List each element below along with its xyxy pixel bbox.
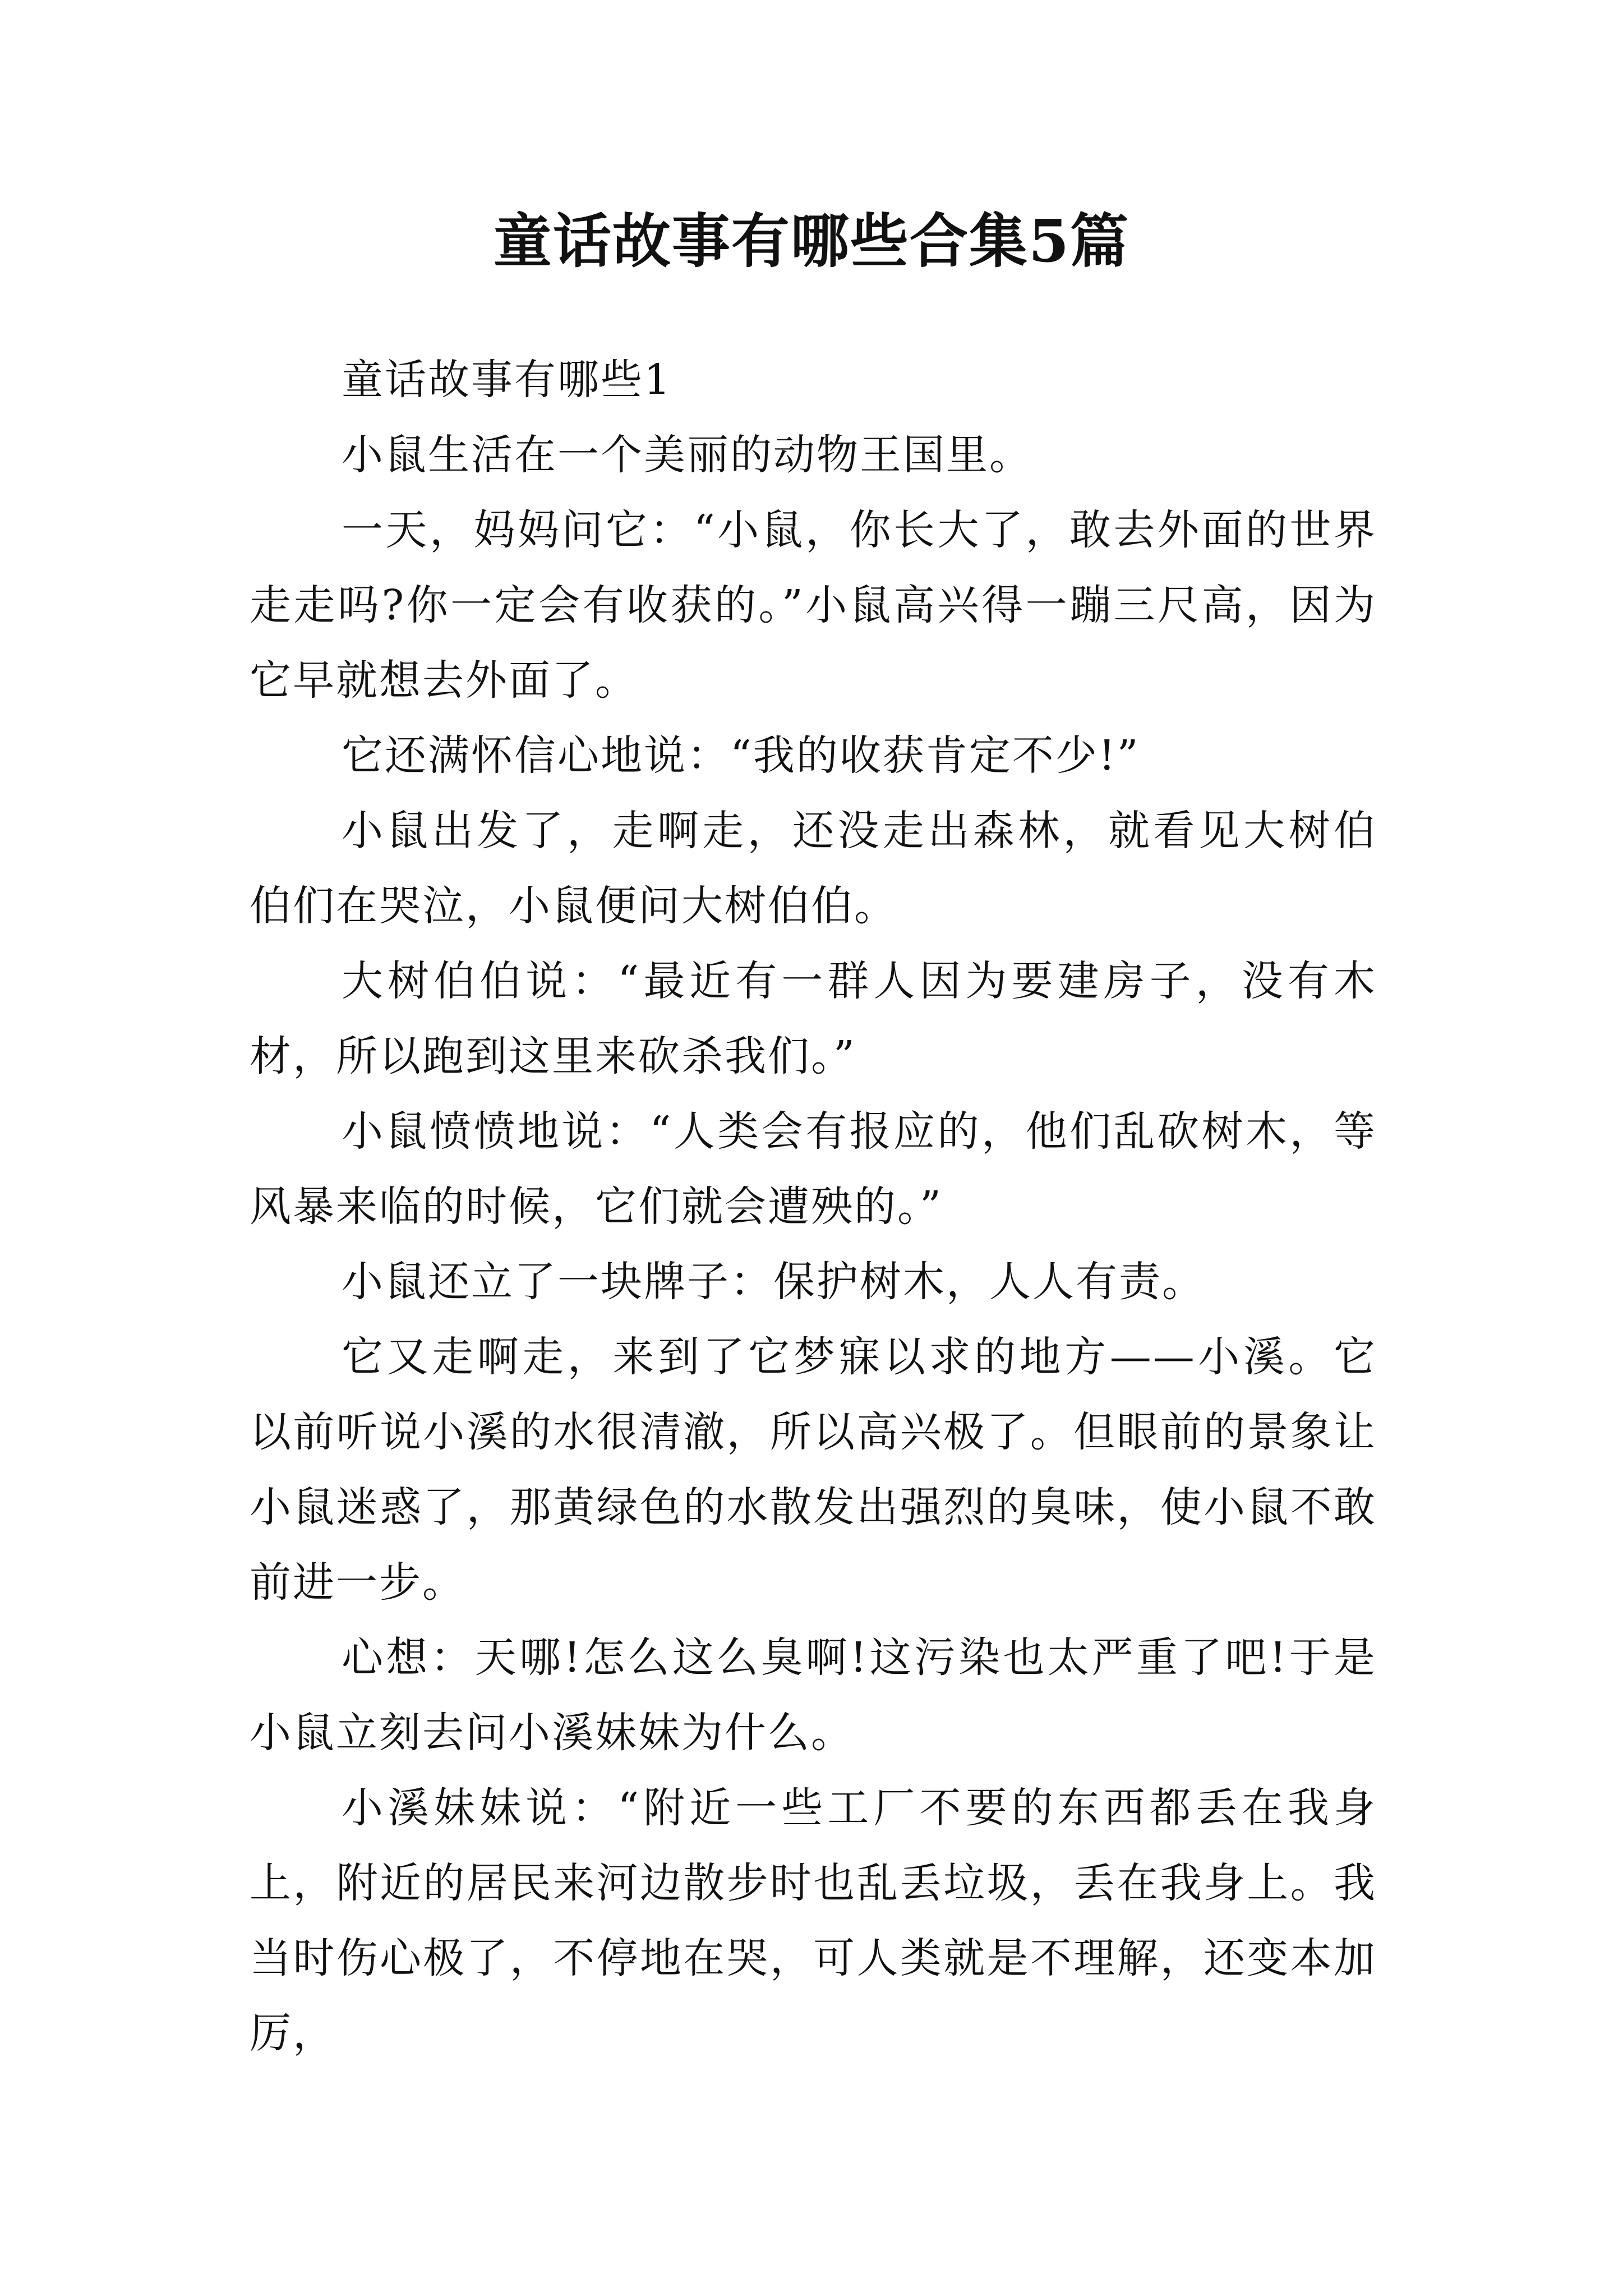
paragraph: 它又走啊走，来到了它梦寐以求的地方——小溪。它以前听说小溪的水很清澈，所以高兴极了。但眼前的景象让小鼠迷惑了，那黄绿色的水散发出强烈的臭味，使小鼠不敢前进一步。 bbox=[250, 1333, 1377, 1607]
paragraph: 它还满怀信心地说：“我的收获肯定不少!” bbox=[342, 731, 1140, 780]
paragraph-section-heading: 童话故事有哪些1 bbox=[342, 356, 672, 404]
document-body bbox=[250, 342, 1377, 2071]
paragraph: 小鼠愤愤地说：“人类会有报应的，他们乱砍树木，等风暴来临的时候，它们就会遭殃的。” bbox=[250, 1107, 1377, 1231]
document-title: 童话故事有哪些合集5篇 bbox=[493, 206, 1130, 275]
paragraph: 一天，妈妈问它：“小鼠，你长大了，敢去外面的世界走走吗?你一定会有收获的。”小鼠高兴得一蹦三尺高，因为它早就想去外面了。 bbox=[250, 506, 1377, 705]
paragraph: 心想：天哪!怎么这么臭啊!这污染也太严重了吧!于是小鼠立刻去问小溪妹妹为什么。 bbox=[250, 1634, 1377, 1757]
paragraph: 小鼠生活在一个美丽的动物王国里。 bbox=[342, 431, 1032, 479]
paragraph: 大树伯伯说：“最近有一群人因为要建房子，没有木材，所以跑到这里来砍杀我们。” bbox=[250, 957, 1377, 1080]
paragraph: 小鼠还立了一块牌子：保护树木，人人有责。 bbox=[342, 1258, 1205, 1306]
paragraph: 小鼠出发了，走啊走，还没走出森林，就看见大树伯伯们在哭泣，小鼠便问大树伯伯。 bbox=[250, 807, 1377, 930]
paragraph: 小溪妹妹说：“附近一些工厂不要的东西都丢在我身上，附近的居民来河边散步时也乱丢垃圾，丢在我身上。我当时伤心极了，不停地在哭，可人类就是不理解，还变本加厉， bbox=[250, 1784, 1377, 2058]
